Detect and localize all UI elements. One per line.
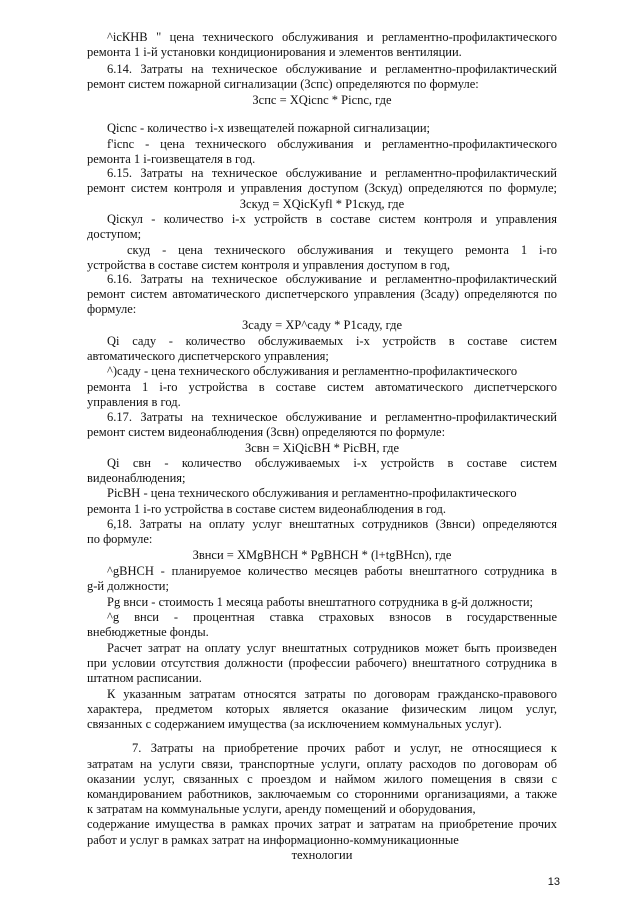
text-line: f'icnc - цена технического обслуживания и регламентно-профилактического (107, 137, 557, 151)
text-line: видеонаблюдения; (87, 471, 186, 485)
page-number: 13 (547, 876, 560, 888)
text-line: по формуле: (87, 532, 153, 546)
text-line: Qi саду - количество обслуживаемых i-x устройств в составе систем (107, 334, 557, 348)
text-line: технологии (291, 848, 353, 862)
text-line: затратам на услуги связи, транспортные услуги, оплату расходов по договорам об (87, 757, 557, 771)
text-line: ремонт систем контроля и управления доступом (Зскуд) определяются по формуле; (87, 181, 557, 195)
text-line: управления в год. (87, 395, 181, 409)
text-line: работ и услуг в рамках затрат на информационно-коммуникационные (87, 833, 459, 847)
text-line: к затратам на коммунальные услуги, аренду помещений и оборудования, (87, 802, 476, 816)
text-line: характера, предметом которых является оказание физическим лицом услуг, (87, 702, 557, 716)
text-line: устройства в составе систем контроля и управления доступом в год, (87, 258, 450, 272)
text-line: Зскуд = XQicKyfl * Р1скуд, где (239, 197, 405, 211)
text-line: Qicкул - количество i-x устройств в составе систем контроля и управления (107, 212, 557, 226)
text-line: при условии отсутствия должности (профессии рабочего) внештатного сотрудника в (87, 656, 557, 670)
text-line: ^g внси - процентная ставка страховых взносов в государственные (107, 610, 557, 624)
text-line: 6,18. Затраты на оплату услуг внештатных сотрудников (Звнси) определяются (107, 517, 557, 531)
text-line: 6.17. Затраты на техническое обслуживание и регламентно-профилактический (107, 410, 557, 424)
text-line: ремонт систем видеонаблюдения (Зсвн) определяются по формуле: (87, 425, 446, 439)
text-line: Qicnc - количество i-x извещателей пожарной сигнализации; (107, 121, 431, 135)
text-line: 6.15. Затраты на техническое обслуживание и регламентно-профилактический (107, 166, 557, 180)
text-line: ^)саду - цена технического обслуживания и регламентно-профилактического (107, 364, 518, 378)
text-line: К указанным затратам относятся затраты по договорам гражданско-правового (107, 687, 557, 701)
text-line: Зсаду = XP^саду * Р1саду, где (241, 318, 403, 332)
text-line: Расчет затрат на оплату услуг внештатных сотрудников может быть произведен (107, 641, 557, 655)
text-line: скуд - цена технического обслуживания и текущего ремонта 1 i-ro (127, 243, 557, 257)
text-line: командированием работников, заключаемым со сторонними организациями, а также (87, 787, 557, 801)
text-line: ремонта 1 i-й установки кондиционирования и элементов вентиляции. (87, 45, 462, 59)
text-line: 7. Затраты на приобретение прочих работ и услуг, не относящиеся к (132, 741, 557, 755)
text-line: связанных с содержанием имущества (за исключением коммунальных услуг). (87, 717, 502, 731)
text-line: PicBH - цена технического обслуживания и регламентно-профилактического (107, 486, 517, 500)
text-line: ремонта 1 i-гоизвещателя в год. (87, 152, 256, 166)
text-line: Звнси = XMgBHCH * PgBHCH * (l+tgBHcn), где (192, 548, 452, 562)
text-line: формуле: (87, 302, 137, 316)
text-line: автоматического диспетчерского управления; (87, 349, 329, 363)
text-line: Qi свн - количество обслуживаемых i-x устройств в составе систем (107, 456, 557, 470)
text-line: ремонт систем автоматического диспетчерского управления (Зсаду) определяются по (87, 287, 557, 301)
text-line: 6.14. Затраты на техническое обслуживание и регламентно-профилактический (107, 62, 557, 76)
text-line: ремонта 1 i-ro устройства в составе систем видеонаблюдения в год. (87, 502, 447, 516)
text-line: 6.16. Затраты на техническое обслуживание и регламентно-профилактический (107, 272, 557, 286)
text-line: внебюджетные фонды. (87, 625, 209, 639)
text-line: доступом; (87, 227, 142, 241)
text-line: ^gBHCH - планируемое количество месяцев работы внештатного сотрудника в (107, 564, 557, 578)
text-line: g-й должности; (87, 579, 169, 593)
text-line: ремонт систем пожарной сигнализации (Зспс) определяются по формуле: (87, 77, 479, 91)
text-line: оказании услуг, связанных с проездом и наймом жилого помещения в связи с (87, 772, 557, 786)
text-line: содержание имущества в рамках прочих затрат и затратам на приобретение прочих (87, 817, 557, 831)
text-line: штатном расписании. (87, 671, 202, 685)
text-line: Pg внси - стоимость 1 месяца работы внештатного сотрудника в g-й должности; (107, 595, 533, 609)
text-line: ^icКНВ " цена технического обслуживания и регламентно-профилактического (107, 30, 557, 44)
text-line: Зспс = XQicnc * Picnc, где (252, 93, 392, 107)
text-line: Зсвн = XiQicBH * PicBH, где (244, 441, 400, 455)
text-line: ремонта 1 i-ro устройства в составе систем автоматического диспетчерского (87, 380, 557, 394)
